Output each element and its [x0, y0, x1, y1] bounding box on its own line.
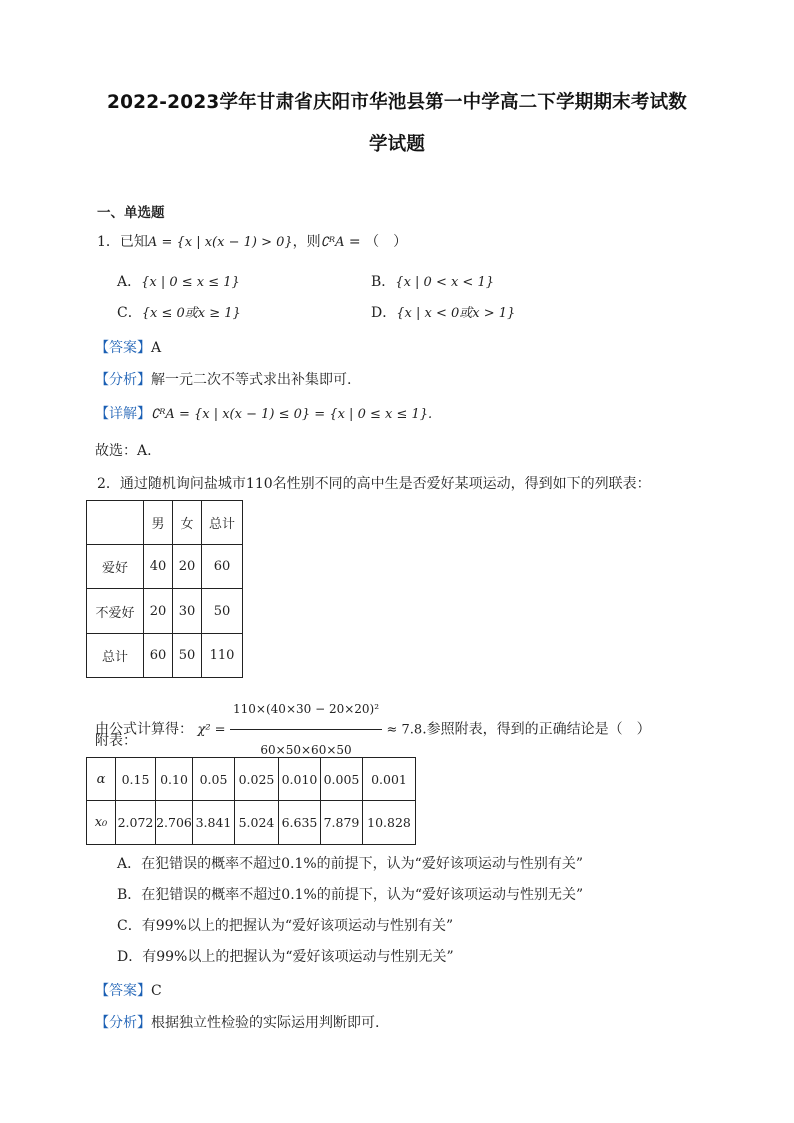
table-cell: 女 — [173, 501, 202, 545]
analysis-text: 解一元二次不等式求出补集即可. — [151, 372, 352, 388]
table-cell — [87, 501, 144, 545]
approx-value: ≈ 7.8 — [386, 722, 423, 738]
table-cell: 110 — [202, 634, 243, 678]
option-text: {x | 0 < x < 1} — [395, 275, 495, 290]
q2-answer — [95, 981, 162, 1001]
q1-answer — [95, 338, 161, 358]
table-cell: 60 — [144, 634, 173, 678]
q1-stem — [97, 232, 407, 253]
table-cell: 2.706 — [156, 801, 193, 845]
table-cell: 20 — [173, 545, 202, 589]
document-title-line1: 2022-2023学年甘肃省庆阳市华池县第一中学高二下学期期末考试数 — [107, 92, 687, 113]
option-text: {x | 0 ≤ x ≤ 1} — [141, 275, 240, 290]
answer-tag: 【答案】 — [95, 340, 151, 356]
q1-option-a — [117, 272, 240, 293]
fraction-numerator: 110×(40×30 − 20×20)² — [230, 690, 382, 730]
table-cell: 7.879 — [321, 801, 363, 845]
table-cell: 0.005 — [321, 758, 363, 801]
q1-complement: ∁ᴿA — [320, 235, 345, 250]
option-label: C． — [117, 305, 142, 321]
q2-option-d: D．有99%以上的把握认为“爱好该项运动与性别无关” — [117, 949, 454, 965]
table-row — [87, 589, 243, 634]
option-text: {x ≤ 0或x ≥ 1} — [141, 306, 241, 321]
q2-stem: 2．通过随机询问盐城市110名性别不同的高中生是否爱好某项运动，得到如下的列联表： — [97, 476, 651, 492]
table-cell: 0.05 — [193, 758, 235, 801]
section-heading: 一、单选题 — [97, 205, 165, 221]
table-cell: x₀ — [87, 801, 116, 845]
answer-value: A — [151, 340, 162, 356]
q1-set-a: A = {x | x(x − 1) > 0} — [147, 235, 293, 250]
table-cell: 40 — [144, 545, 173, 589]
table-cell: 60 — [202, 545, 243, 589]
answer-tag: 【答案】 — [95, 983, 151, 999]
table-cell: 3.841 — [193, 801, 235, 845]
analysis-tag: 【分析】 — [95, 1015, 151, 1031]
option-label: B． — [371, 274, 396, 290]
table-cell: 总计 — [87, 634, 144, 678]
q2-option-c: C．有99%以上的把握认为“爱好该项运动与性别有关” — [117, 918, 454, 934]
formula-prefix: 由公式计算得： — [95, 721, 193, 738]
q1-option-d — [371, 303, 515, 324]
q1-option-b — [371, 272, 494, 293]
q1-suffix: = （ ） — [344, 234, 408, 250]
table-cell: 20 — [144, 589, 173, 634]
q2-option-b: B．在犯错误的概率不超过0.1%的前提下，认为“爱好该项运动与性别无关” — [117, 887, 584, 903]
option-text: {x | x < 0或x > 1} — [396, 306, 516, 321]
table-cell: 10.828 — [363, 801, 416, 845]
table-cell: α — [87, 758, 116, 801]
table-row — [87, 758, 416, 801]
q1-middle: ，则 — [292, 234, 321, 250]
table-cell: 总计 — [202, 501, 243, 545]
table-cell: 0.025 — [235, 758, 279, 801]
table-cell: 不爱好 — [87, 589, 144, 634]
table-cell: 0.010 — [279, 758, 321, 801]
answer-value: C — [151, 983, 162, 999]
q1-prefix: 1．已知 — [97, 234, 148, 250]
contingency-table — [86, 500, 243, 678]
table-cell: 6.635 — [279, 801, 321, 845]
q1-option-c — [117, 303, 241, 324]
q1-detail — [95, 404, 432, 425]
table-cell: 0.10 — [156, 758, 193, 801]
fraction-denominator: 60×50×60×50 — [260, 743, 352, 757]
formula-suffix: .参照附表，得到的正确结论是（ ） — [422, 721, 651, 738]
q1-analysis — [95, 370, 351, 390]
table-cell: 30 — [173, 589, 202, 634]
table-row — [87, 501, 243, 545]
critical-value-table — [86, 757, 416, 845]
table-row — [87, 801, 416, 845]
document-title-line2: 学试题 — [368, 134, 426, 155]
analysis-text: 根据独立性检验的实际运用判断即可. — [151, 1015, 380, 1031]
appendix-label: 附表： — [95, 733, 137, 749]
option-label: D． — [371, 305, 397, 321]
table-cell: 男 — [144, 501, 173, 545]
table-cell: 50 — [202, 589, 243, 634]
detail-text: ∁ᴿA = {x | x(x − 1) ≤ 0} = {x | 0 ≤ x ≤ 1}. — [151, 407, 433, 422]
table-cell: 50 — [173, 634, 202, 678]
analysis-tag: 【分析】 — [95, 372, 151, 388]
detail-tag: 【详解】 — [95, 406, 151, 422]
table-cell: 0.001 — [363, 758, 416, 801]
q2-option-a: A．在犯错误的概率不超过0.1%的前提下，认为“爱好该项运动与性别有关” — [117, 856, 583, 872]
table-cell: 5.024 — [235, 801, 279, 845]
table-row — [87, 634, 243, 678]
table-cell: 0.15 — [116, 758, 156, 801]
table-row — [87, 545, 243, 589]
table-cell: 爱好 — [87, 545, 144, 589]
q2-analysis — [95, 1013, 379, 1033]
q1-choice: 故选：A. — [95, 443, 152, 459]
chi-square-symbol: χ² = — [197, 722, 226, 738]
table-cell: 2.072 — [116, 801, 156, 845]
option-label: A． — [117, 274, 142, 290]
